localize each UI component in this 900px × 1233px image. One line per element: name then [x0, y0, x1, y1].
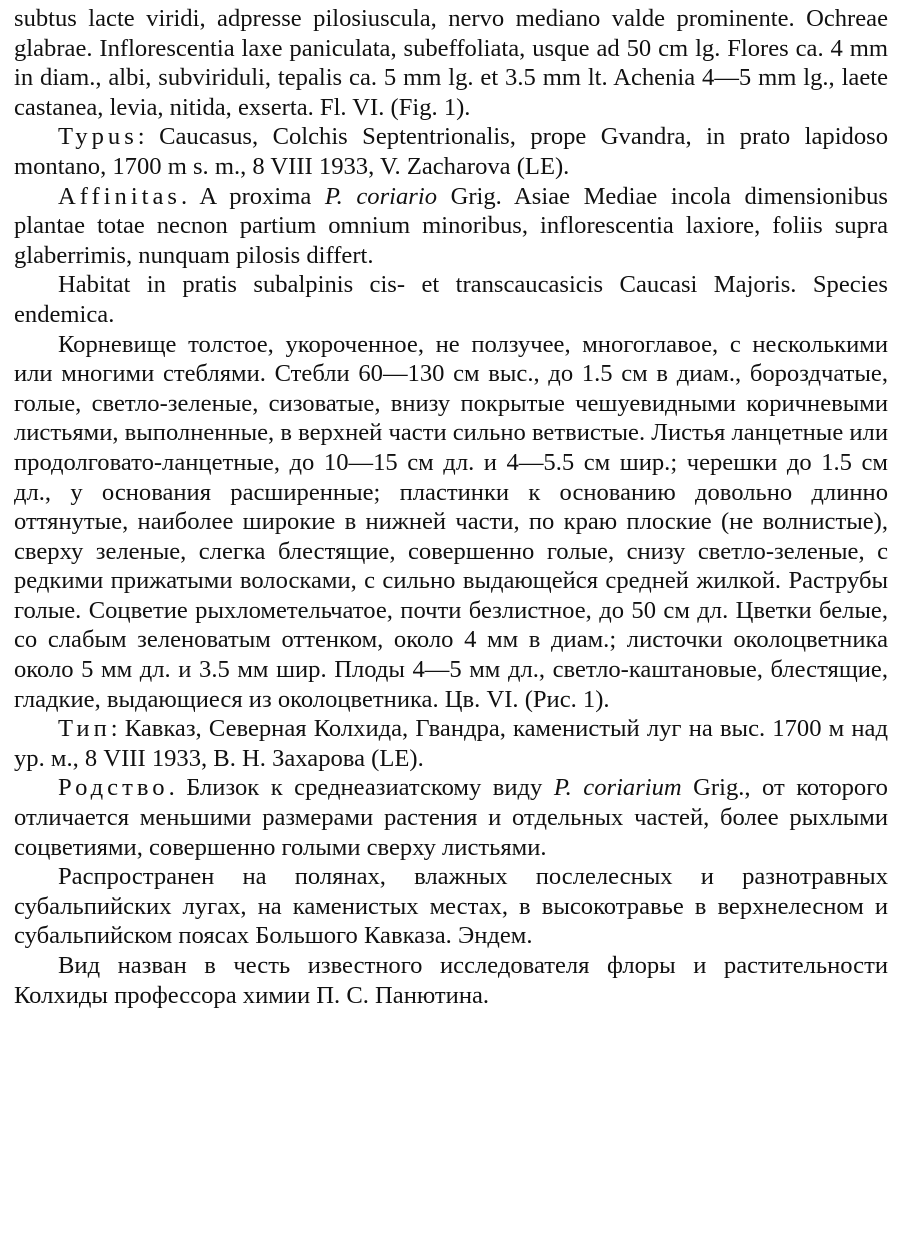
paragraph-text: : Кавказ, Северная Колхида, Гвандра, каменистый луг на выс. 1700 м над ур. м., 8 VIII 1933, В. Н. Захарова (LE).	[14, 715, 888, 772]
latin-typus-paragraph	[14, 122, 888, 181]
latin-description-continuation	[14, 4, 888, 122]
russian-type-paragraph	[14, 714, 888, 773]
paragraph-text: Вид назван в честь известного исследователя флоры и растительности Колхиды профессора химии П. С. Панютина.	[14, 952, 888, 1009]
paragraph-text: Habitat in pratis subalpinis cis- et transcaucasicis Caucasi Majoris. Species endemica.	[14, 271, 888, 328]
paragraph-text: subtus lacte viridi, adpresse pilosiuscula, nervo mediano valde prominente. Ochreae glabrae. Inflorescentia laxe paniculata, subeffoliata, usque ad 50 cm lg. Flores ca. 4 mm in diam., albi, subviriduli, tepalis ca. 5 mm lg. et 3.5 mm lt. Achenia 4—5 mm lg., laete castanea, levia, nitida, exserta. Fl. VI. (Fig. 1).	[14, 5, 888, 121]
russian-description-paragraph	[14, 330, 888, 715]
paragraph-text: Распространен на полянах, влажных послелесных и разнотравных субальпийских лугах, на каменистых местах, в высокотравье в верхнелесном и субальпийском поясах Большого Кавказа. Эндем.	[14, 863, 888, 950]
type-label: Тип	[58, 715, 111, 743]
russian-affinity-paragraph	[14, 773, 888, 862]
paragraph-text: Корневище толстое, укороченное, не ползучее, многоглавое, с несколькими или многими стеблями. Стебли 60—130 см выс., до 1.5 см в диам., бороздчатые, голые, светло-зеленые, сизоватые, внизу покрытые чешуевидными коричневыми листьями, выполненные, в верхней части сильно ветвистые. Листья ланцетные или продолговато-ланцетные, до 10—15 см дл. и 4—5.5 см шир.; черешки до 1.5 см дл., у основания расширенные; пластинки к основанию довольно длинно оттянутые, наиболее широкие в нижней части, по краю плоские (не волнистые), сверху зеленые, слегка блестящие, совершенно голые, снизу светло-зеленые, с редкими прижатыми волосками, с сильно выдающейся средней жилкой. Раструбы голые. Соцветие рыхлометельчатое, почти безлистное, до 50 см дл. Цветки белые, со слабым зеленоватым оттенком, около 4 мм в диам.; листочки околоцветника около 5 мм дл. и 3.5 мм шир. Плоды 4—5 мм дл., светло-каштановые, блестящие, гладкие, выдающиеся из околоцветника. Цв. VI. (Рис. 1).	[14, 330, 888, 713]
russian-etymology-paragraph	[14, 951, 888, 1010]
affinity-label: Родство	[58, 774, 169, 802]
paragraph-text: . A proxima	[180, 182, 325, 210]
species-name: P. coriario	[324, 182, 438, 210]
paragraph-text: Grig. Asiae Mediae incola dimensionibus plantae totae necnon partium omnium minoribus, inflorescentia laxiore, foliis supra glaberrimis, nunquam pilosis differt.	[14, 182, 888, 269]
affinitas-label: Affinitas	[58, 182, 181, 210]
paragraph-text: Grig., от которого отличается меньшими размерами растения и отдельных частей, более рыхлыми соцветиями, совершенно голыми сверху листьями.	[14, 774, 888, 861]
latin-habitat-paragraph	[14, 270, 888, 329]
paragraph-text: . Близок к среднеазиатскому виду	[168, 774, 554, 802]
species-name: P. coriarium	[553, 774, 682, 802]
latin-affinitas-paragraph	[14, 182, 888, 271]
typus-label: Typus	[58, 123, 138, 151]
document-page	[14, 4, 888, 1010]
russian-distribution-paragraph	[14, 862, 888, 951]
paragraph-text: : Caucasus, Colchis Septentrionalis, prope Gvandra, in prato lapidoso montano, 1700 m s. m., 8 VIII 1933, V. Zacharova (LE).	[14, 123, 888, 180]
